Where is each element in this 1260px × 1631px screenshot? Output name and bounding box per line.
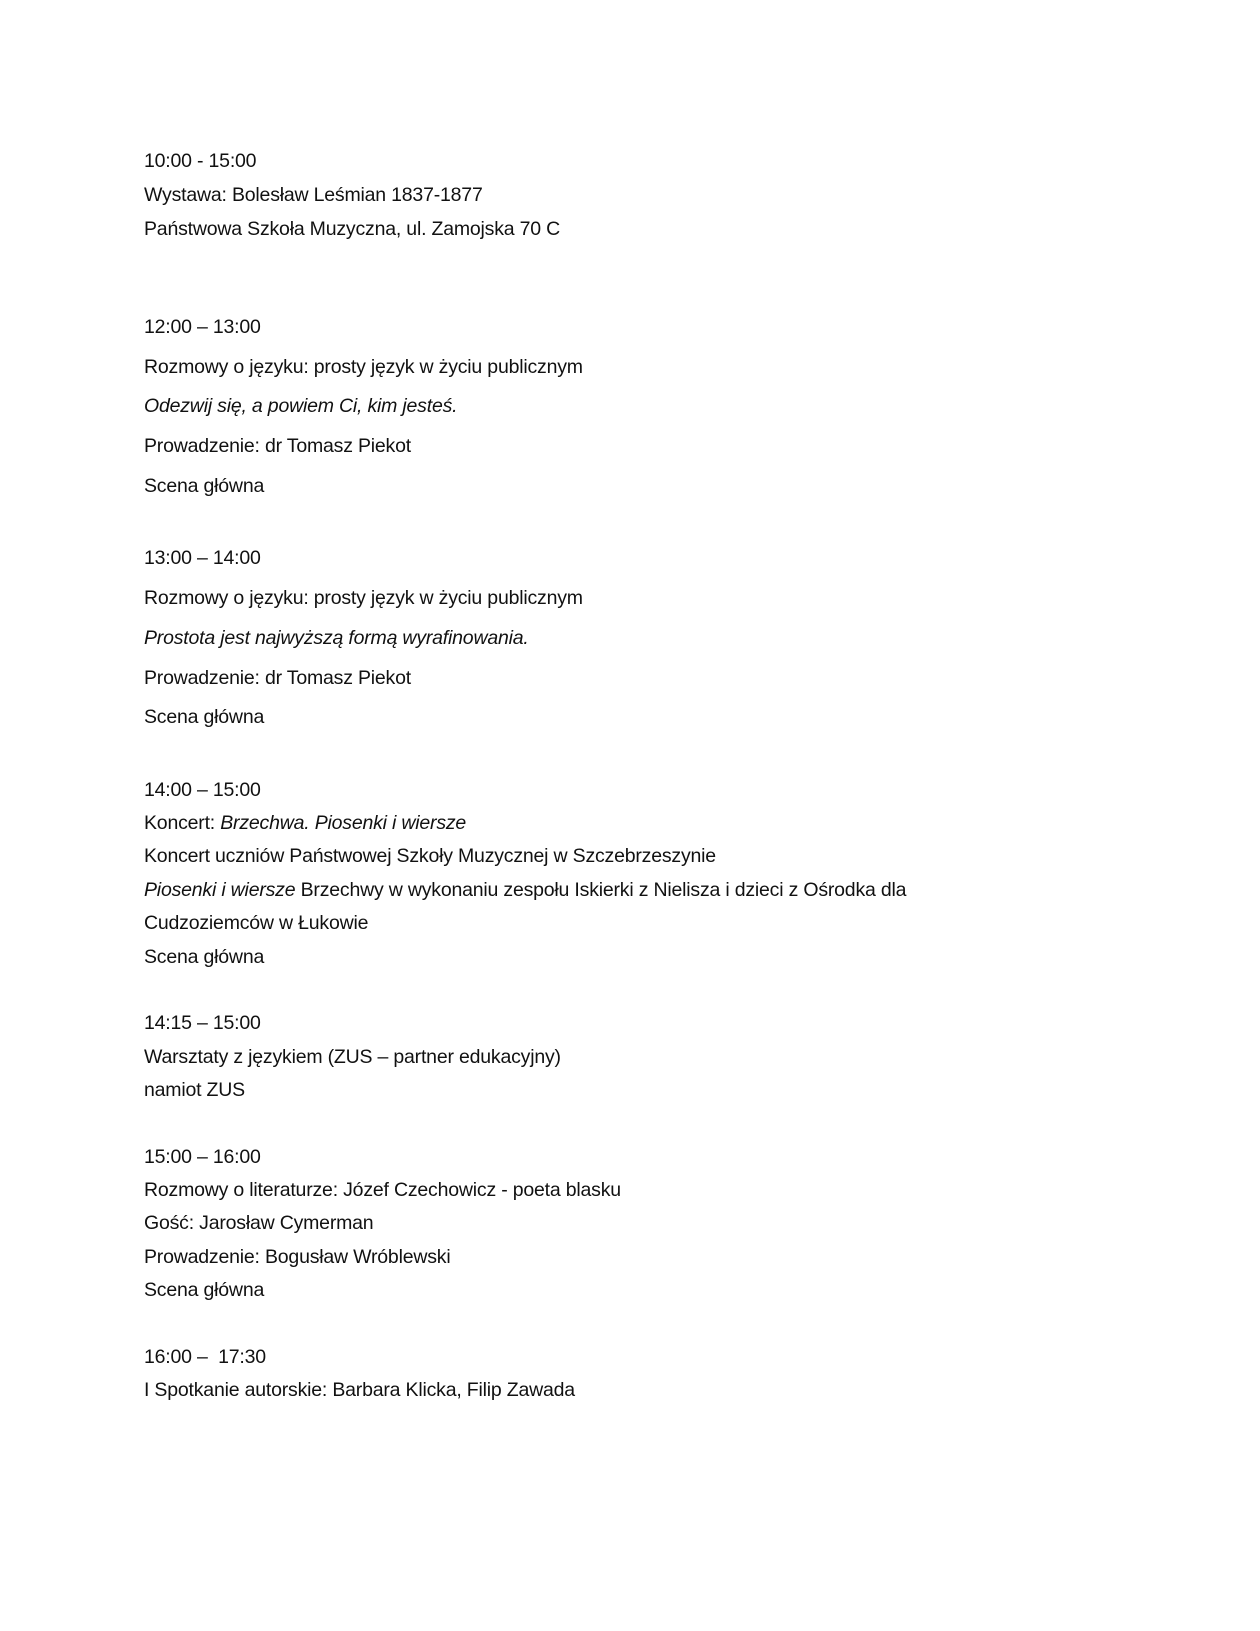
event-subtitle: Odezwij się, a powiem Ci, kim jesteś.	[144, 395, 458, 417]
event-title: Rozmowy o literaturze: Józef Czechowicz - poeta blasku	[144, 1179, 621, 1201]
event-title: I Spotkanie autorskie: Barbara Klicka, Filip Zawada	[144, 1379, 575, 1401]
event-time: 10:00 - 15:00	[144, 150, 257, 172]
event-title: Wystawa: Bolesław Leśmian 1837-1877	[144, 184, 483, 206]
title-prefix: Koncert:	[144, 812, 221, 834]
event-title: Warsztaty z językiem (ZUS – partner edukacyjny)	[144, 1046, 561, 1068]
event-description	[144, 878, 906, 902]
event-place: Scena główna	[144, 1279, 265, 1301]
event-time: 15:00 – 16:00	[144, 1146, 261, 1168]
description-text: Brzechwy w wykonaniu zespołu Iskierki z Nielisza i dzieci z Ośrodka dla	[295, 879, 907, 901]
description-italic: Piosenki i wiersze	[144, 879, 296, 901]
event-place: Scena główna	[144, 946, 265, 968]
event-place: namiot ZUS	[144, 1079, 245, 1101]
event-time: 16:00 – 17:30	[144, 1346, 266, 1368]
event-subtitle: Prostota jest najwyższą formą wyrafinowania.	[144, 627, 529, 649]
event-place: Scena główna	[144, 475, 265, 497]
event-description: Cudzoziemców w Łukowie	[144, 912, 369, 934]
event-time: 12:00 – 13:00	[144, 316, 261, 338]
event-title: Rozmowy o języku: prosty język w życiu publicznym	[144, 356, 583, 378]
event-time: 13:00 – 14:00	[144, 547, 261, 569]
event-host: Prowadzenie: dr Tomasz Piekot	[144, 667, 411, 689]
event-place: Scena główna	[144, 706, 265, 728]
event-host: Prowadzenie: Bogusław Wróblewski	[144, 1246, 451, 1268]
title-italic: Brzechwa. Piosenki i wiersze	[220, 812, 467, 834]
event-title	[144, 811, 466, 835]
event-time: 14:00 – 15:00	[144, 779, 261, 801]
event-host: Prowadzenie: dr Tomasz Piekot	[144, 435, 411, 457]
event-title: Rozmowy o języku: prosty język w życiu publicznym	[144, 587, 583, 609]
event-time: 14:15 – 15:00	[144, 1012, 261, 1034]
event-place: Państwowa Szkoła Muzyczna, ul. Zamojska 70 C	[144, 218, 561, 240]
event-description: Koncert uczniów Państwowej Szkoły Muzycznej w Szczebrzeszynie	[144, 845, 716, 867]
event-guest: Gość: Jarosław Cymerman	[144, 1212, 374, 1234]
